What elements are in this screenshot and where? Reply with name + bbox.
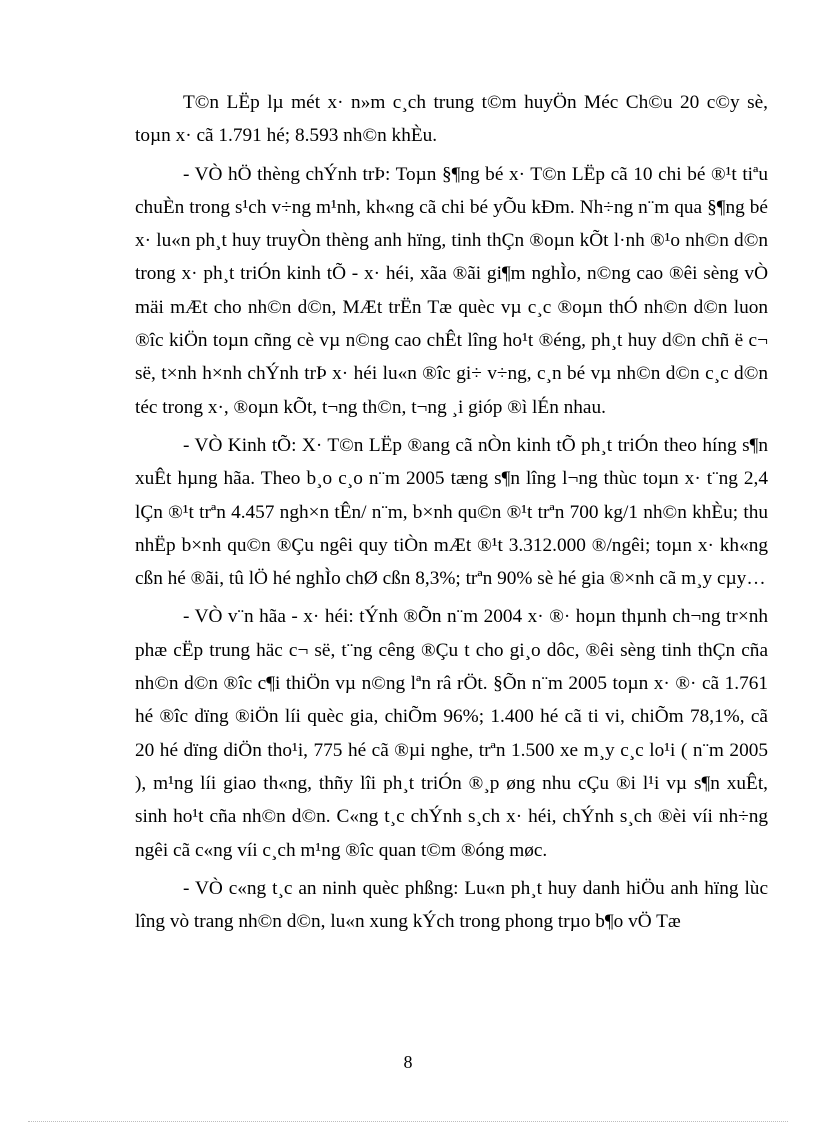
paragraph-culture-society: - VÒ v¨n hãa - x· héi: tÝnh ®Õn n¨m 2004 x· ®· hoµn thµnh ch¬ng tr×nh phæ cËp trung häc c¬ së, t¨ng cêng ®Çu t cho gi¸o dôc, ®êi sèng tinh thÇn cña nh©n d©n ®îc c¶i thiÖn vµ n©ng lªn râ rÖt. §Õn n¨m 2005 toµn x· ®· cã 1.761 hé ®îc dïng ®iÖn líi quèc gia, chiÕm 96%; 1.400 hé cã ti vi, chiÕm 78,1%, cã 20 hé dïng diÖn tho¹i, 775 hé cã ®µi nghe, trªn 1.500 xe m¸y c¸c lo¹i ( n¨m 2005 ), m¹ng líi giao th«ng, thñy lîi ph¸t triÓn ®¸p øng nhu cÇu ®i l¹i vµ s¶n xuÊt, sinh ho¹t cña nh©n d©n. C«ng t¸c chÝnh s¸ch x· héi, chÝnh s¸ch ®èi víi nh÷ng ngêi cã c«ng víi c¸ch m¹ng ®îc quan t©m ®óng møc.	[135, 606, 768, 861]
page-number: 8	[403, 1052, 413, 1072]
paragraph-economy: - VÒ Kinh tÕ: X· T©n LËp ®ang cã nÒn kinh tÕ ph¸t triÓn theo híng s¶n xuÊt hµng hãa. Theo b¸o c¸o n¨m 2005 tæng s¶n lîng l¬ng thùc toµn x· t¨ng 2,4 lÇn ®¹t trªn 4.457 ngh×n tÊn/ n¨m, b×nh qu©n ®¹t trªn 700 kg/1 nh©n khÈu; thu nhËp b×nh qu©n ®Çu ngêi quy tiÒn mÆt ®¹t 3.312.000 ®/ngêi; toµn x· kh«ng cßn hé ®ãi, tû lÖ hé nghÌo chØ cßn 8,3%; trªn 90% sè hé gia ®×nh cã m¸y cµy…	[135, 434, 768, 590]
page-bottom-divider	[28, 1121, 788, 1122]
paragraph-intro: T©n LËp lµ mét x· n»m c¸ch trung t©m huyÖn Méc Ch©u 20 c©y sè, toµn x· cã 1.791 hé; 8.593 nh©n khÈu.	[135, 92, 768, 147]
document-body	[135, 86, 768, 938]
paragraph-security-defense: - VÒ c«ng t¸c an ninh quèc phßng: Lu«n ph¸t huy danh hiÖu anh hïng lùc lîng vò trang nh©n d©n, lu«n xung kÝch trong phong trµo b¶o vÖ Tæ	[135, 877, 768, 933]
paragraph-politics: - VÒ hÖ thèng chÝnh trÞ: Toµn §¶ng bé x· T©n LËp cã 10 chi bé ®¹t tiªu chuÈn trong s¹ch v÷ng m¹nh, kh«ng cã chi bé yÕu kÐm. Nh÷ng n¨m qua §¶ng bé x· lu«n ph¸t huy truyÒn thèng anh hïng, tinh thÇn ®oµn kÕt l·nh ®¹o nh©n d©n trong x· ph¸t triÓn kinh tÕ - x· héi, xãa ®ãi gi¶m nghÌo, n©ng cao ®êi sèng vÒ mäi mÆt cho nh©n d©n, MÆt trËn Tæ quèc vµ c¸c ®oµn thÓ nh©n d©n luon ®îc kiÖn toµn cñng cè vµ n©ng cao chÊt lîng ho¹t ®éng, ph¸t huy d©n chñ ë c¬ së, t×nh h×nh chÝnh trÞ x· héi lu«n ®îc gi÷ v÷ng, c¸n bé vµ nh©n d©n c¸c d©n téc trong x·, ®oµn kÕt, t¬ng th©n, t¬ng ¸i gióp ®ì lÉn nhau.	[135, 163, 768, 418]
